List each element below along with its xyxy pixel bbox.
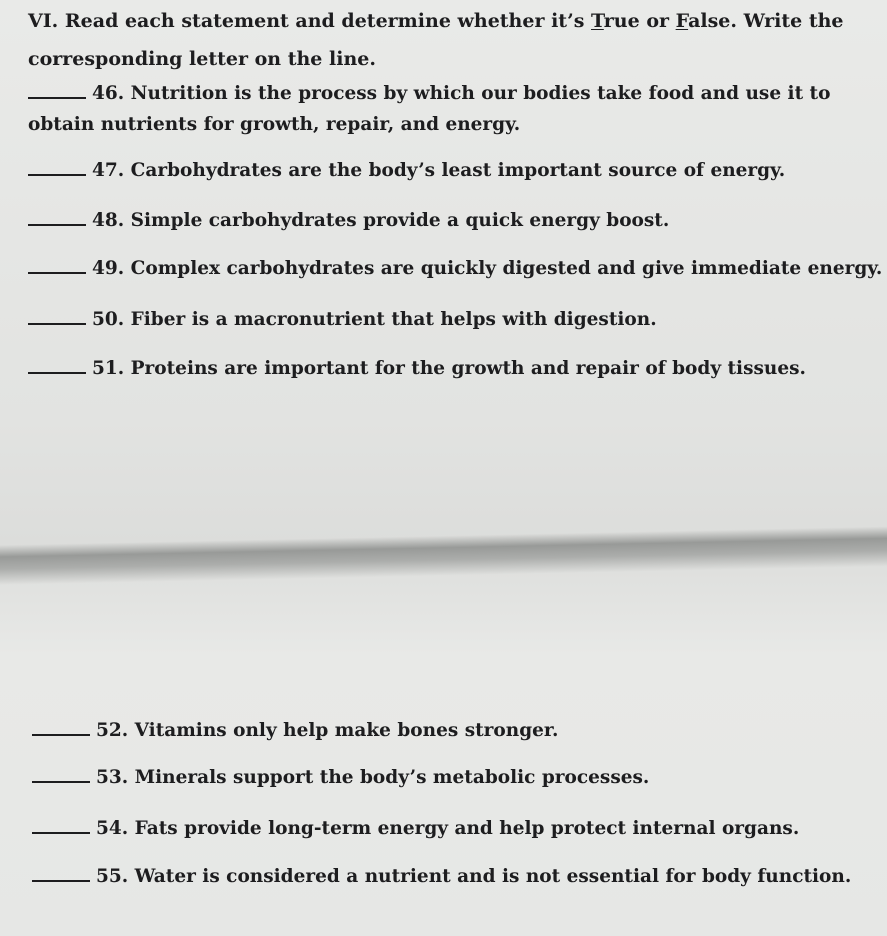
question-49 (28, 258, 882, 279)
answer-blank[interactable] (28, 322, 86, 325)
true-rest: rue (603, 10, 640, 32)
answer-blank[interactable] (28, 96, 86, 99)
false-rest: alse (688, 10, 731, 32)
question-54 (32, 818, 799, 839)
answer-blank[interactable] (32, 733, 90, 736)
instruction-end: . Write the corresponding letter on the line. (28, 10, 844, 70)
answer-blank[interactable] (32, 780, 90, 783)
answer-blank[interactable] (28, 223, 86, 226)
false-initial: F (675, 10, 689, 32)
question-number: 46. (92, 83, 125, 104)
question-text: Vitamins only help make bones stronger. (134, 720, 559, 741)
section-heading (28, 2, 858, 78)
page-fold-shadow (0, 526, 887, 585)
question-text: Nutrition is the process by which our bodies take food and use it to obtain nutrients for growth, repair, and energy. (28, 83, 831, 135)
instruction-start: Read each statement and determine whether it’s (64, 10, 592, 32)
question-50 (28, 309, 657, 330)
question-46 (28, 78, 858, 140)
question-number: 49. (92, 258, 125, 279)
question-number: 55. (96, 866, 129, 887)
question-text: Minerals support the body’s metabolic processes. (134, 767, 650, 788)
question-number: 48. (92, 210, 125, 231)
question-51 (28, 358, 806, 379)
question-53 (32, 767, 649, 788)
answer-blank[interactable] (28, 271, 86, 274)
question-text: Simple carbohydrates provide a quick energy boost. (130, 210, 670, 231)
question-text: Fats provide long-term energy and help protect internal organs. (134, 818, 800, 839)
question-number: 53. (96, 767, 129, 788)
true-initial: T (591, 10, 604, 32)
or-word: or (639, 10, 676, 32)
question-number: 51. (92, 358, 125, 379)
answer-blank[interactable] (32, 879, 90, 882)
question-47 (28, 160, 785, 181)
question-number: 50. (92, 309, 125, 330)
question-text: Fiber is a macronutrient that helps with digestion. (130, 309, 657, 330)
answer-blank[interactable] (32, 831, 90, 834)
answer-blank[interactable] (28, 173, 86, 176)
question-number: 47. (92, 160, 125, 181)
question-text: Carbohydrates are the body’s least important source of energy. (130, 160, 786, 181)
question-text: Proteins are important for the growth and repair of body tissues. (130, 358, 806, 379)
question-55 (32, 866, 851, 887)
question-52 (32, 720, 558, 741)
question-48 (28, 210, 669, 231)
question-number: 52. (96, 720, 129, 741)
question-text: Water is considered a nutrient and is not essential for body function. (134, 866, 852, 887)
question-text: Complex carbohydrates are quickly digested and give immediate energy. (130, 258, 883, 279)
section-numeral: VI. (28, 10, 59, 32)
answer-blank[interactable] (28, 371, 86, 374)
question-number: 54. (96, 818, 129, 839)
